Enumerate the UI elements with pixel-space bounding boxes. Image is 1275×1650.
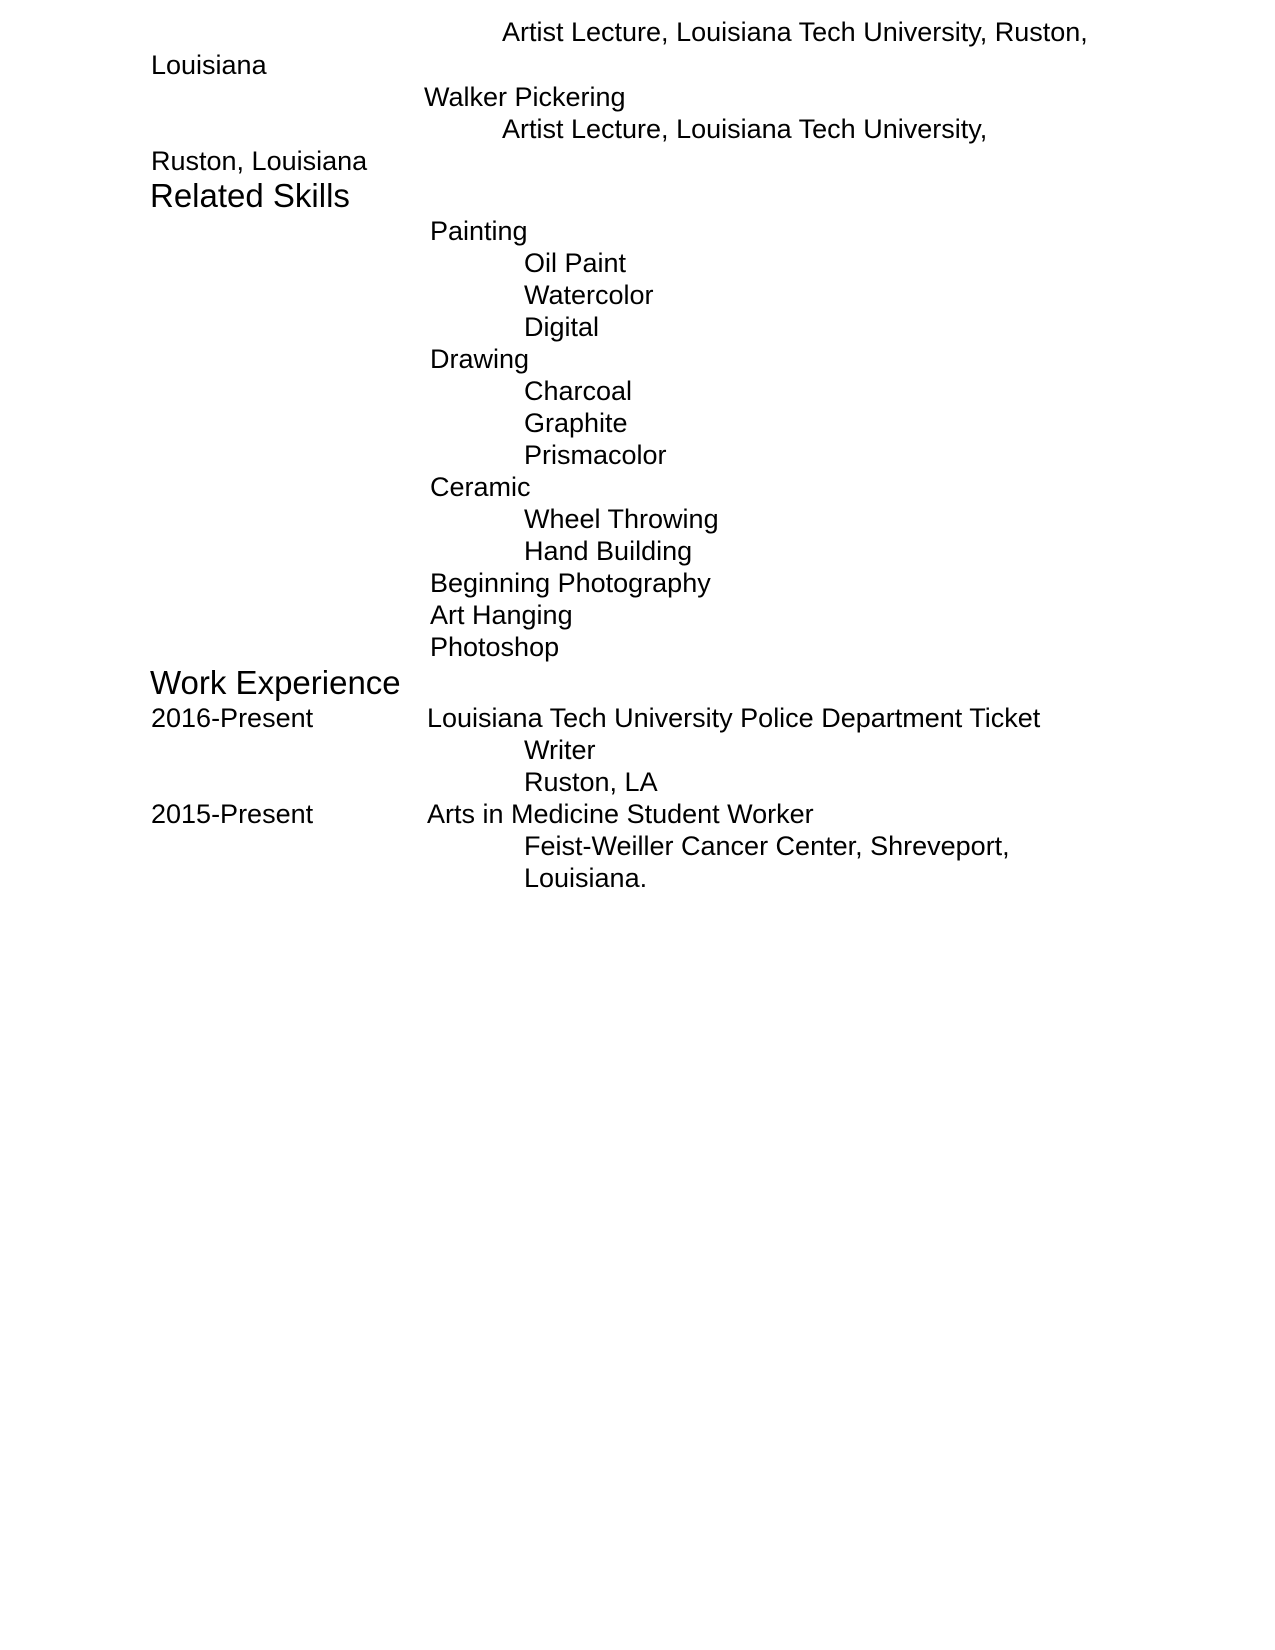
job-location: Ruston, LA (524, 767, 658, 797)
job-title-wrap: Writer (524, 735, 596, 765)
lecture-line: Artist Lecture, Louisiana Tech University, Ruston, (502, 17, 1088, 47)
skill-item: Watercolor (524, 280, 654, 310)
job-location-wrap: Louisiana. (524, 863, 648, 893)
job-title: Louisiana Tech University Police Department Ticket (427, 703, 1041, 733)
skill-item: Charcoal (524, 376, 633, 406)
skill-item: Prismacolor (524, 440, 667, 470)
skill-category: Photoshop (430, 632, 560, 662)
skill-item: Graphite (524, 408, 628, 438)
lecture-speaker: Walker Pickering (424, 82, 626, 112)
section-heading-skills: Related Skills (150, 177, 350, 214)
skill-category: Ceramic (430, 472, 531, 502)
skill-item: Oil Paint (524, 248, 627, 278)
skill-category: Beginning Photography (430, 568, 711, 598)
job-location: Feist-Weiller Cancer Center, Shreveport, (524, 831, 1010, 861)
lecture-line-wrap: Ruston, Louisiana (151, 146, 368, 176)
job-dates: 2015-Present (151, 799, 314, 829)
section-heading-work: Work Experience (150, 664, 401, 701)
lecture-line: Artist Lecture, Louisiana Tech University, (502, 114, 988, 144)
skill-item: Hand Building (524, 536, 693, 566)
job-dates: 2016-Present (151, 703, 314, 733)
lecture-line-wrap: Louisiana (151, 50, 267, 80)
skill-item: Wheel Throwing (524, 504, 719, 534)
skill-category: Painting (430, 216, 528, 246)
skill-category: Drawing (430, 344, 530, 374)
skill-category: Art Hanging (430, 600, 573, 630)
skill-item: Digital (524, 312, 600, 342)
job-title: Arts in Medicine Student Worker (427, 799, 814, 829)
